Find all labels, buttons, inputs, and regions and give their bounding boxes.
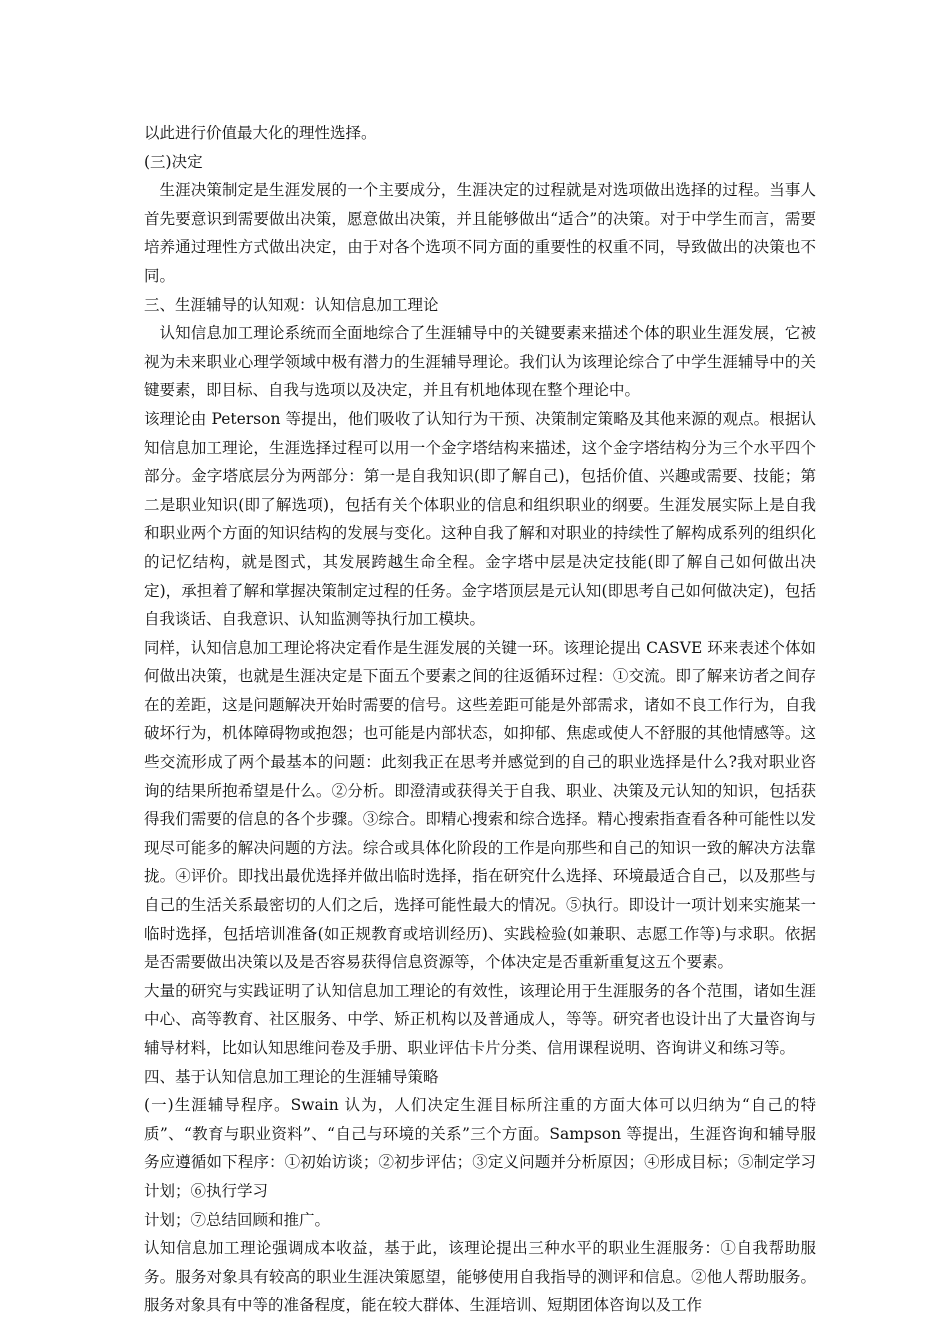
document-page [144, 119, 816, 1320]
paragraph-8: 大量的研究与实践证明了认知信息加工理论的有效性，该理论用于生涯服务的各个范围，诸如生涯中心、高等教育、社区服务、中学、矫正机构以及普通成人，等等。研究者也设计出了大量咨询与辅导材料，比如认知思维问卷及手册、职业评估卡片分类、信用课程说明、咨询讲义和练习等。 [144, 981, 816, 1057]
paragraph-1: 以此进行价值最大化的理性选择。 [144, 124, 377, 142]
paragraph-6: 该理论由 Peterson 等提出，他们吸收了认知行为干预、决策制定策略及其他来源的观点。根据认知信息加工理论，生涯选择过程可以用一个金字塔结构来描述，这个金字塔结构分为三个水平四个部分。金字塔底层分为两部分：第一是自我知识(即了解自己)，包括价值、兴趣或需要、技能；第二是职业知识(即了解选项)，包括有关个体职业的信息和组织职业的纲要。生涯发展实际上是自我和职业两个方面的知识结构的发展与变化。这种自我了解和对职业的持续性了解构成系列的组织化的记忆结构，就是图式，其发展跨越生命全程。金字塔中层是决定技能(即了解自己如何做出决定)，承担着了解和掌握决策制定过程的任务。金字塔顶层是元认知(即思考自己如何做决定)，包括自我谈话、自我意识、认知监测等执行加工模块。 [144, 409, 816, 629]
paragraph-12: 认知信息加工理论强调成本收益，基于此，该理论提出三种水平的职业生涯服务：①自我帮助服务。服务对象具有较高的职业生涯决策愿望，能够使用自我指导的测评和信息。②他人帮助服务。服务对象具有中等的准备程度，能在较大群体、生涯培训、短期团体咨询以及工作 [144, 1239, 816, 1315]
paragraph-7: 同样，认知信息加工理论将决定看作是生涯发展的关键一环。该理论提出 CASVE 环来表述个体如何做出决策，也就是生涯决定是下面五个要素之间的往返循环过程：①交流。即了解来访者之间存在的差距，这是问题解决开始时需要的信号。这些差距可能是外部需求，诸如不良工作行为，自我破坏行为，机体障碍物或抱怨；也可能是内部状态，如抑郁、焦虑或使人不舒服的其他情感等。这些交流形成了两个最基本的问题：此刻我正在思考并感觉到的自己的职业选择是什么?我对职业咨询的结果所抱希望是什么。②分析。即澄清或获得关于自我、职业、决策及元认知的知识，包括获得我们需要的信息的各个步骤。③综合。即精心搜索和综合选择。精心搜索指查看各种可能性以发现尽可能多的解决问题的方法。综合或具体化阶段的工作是向那些和自己的知识一致的解决方法靠拢。④评价。即找出最优选择并做出临时选择，指在研究什么选择、环境最适合自己，以及那些与自己的生活关系最密切的人们之后，选择可能性最大的情况。⑤执行。即设计一项计划来实施某一临时选择，包括培训准备(如正规教育或培训经历)、实践检验(如兼职、志愿工作等)与求职。依据是否需要做出决策以及是否容易获得信息资源等，个体决定是否重新重复这五个要素。 [144, 638, 816, 972]
section-heading-decision: (三)决定 [144, 152, 203, 171]
section-heading-strategies: 四、基于认知信息加工理论的生涯辅导策略 [144, 1067, 439, 1086]
paragraph-5: 认知信息加工理论系统而全面地综合了生涯辅导中的关键要素来描述个体的职业生涯发展，它被视为未来职业心理学领域中极有潜力的生涯辅导理论。我们认为该理论综合了中学生涯辅导中的关键要素，即目标、自我与选项以及决定，并且有机地体现在整个理论中。 [144, 324, 816, 400]
section-heading-cognitive-view: 三、生涯辅导的认知观：认知信息加工理论 [144, 295, 439, 314]
paragraph-11: 计划；⑦总结回顾和推广。 [144, 1210, 331, 1229]
paragraph-3: 生涯决策制定是生涯发展的一个主要成分，生涯决定的过程就是对选项做出选择的过程。当事人首先要意识到需要做出决策，愿意做出决策，并且能够做出“适合”的决策。对于中学生而言，需要培养通过理性方式做出决定，由于对各个选项不同方面的重要性的权重不同，导致做出的决策也不同。 [144, 181, 816, 285]
paragraph-10: (一)生涯辅导程序。Swain 认为，人们决定生涯目标所注重的方面大体可以归纳为“自己的特质”、“教育与职业资料”、“自己与环境的关系”三个方面。Sampson 等提出，生涯咨询和辅导服务应遵循如下程序：①初始访谈；②初步评估；③定义问题并分析原因；④形成目标；⑤制定学习计划；⑥执行学习 [144, 1096, 816, 1200]
